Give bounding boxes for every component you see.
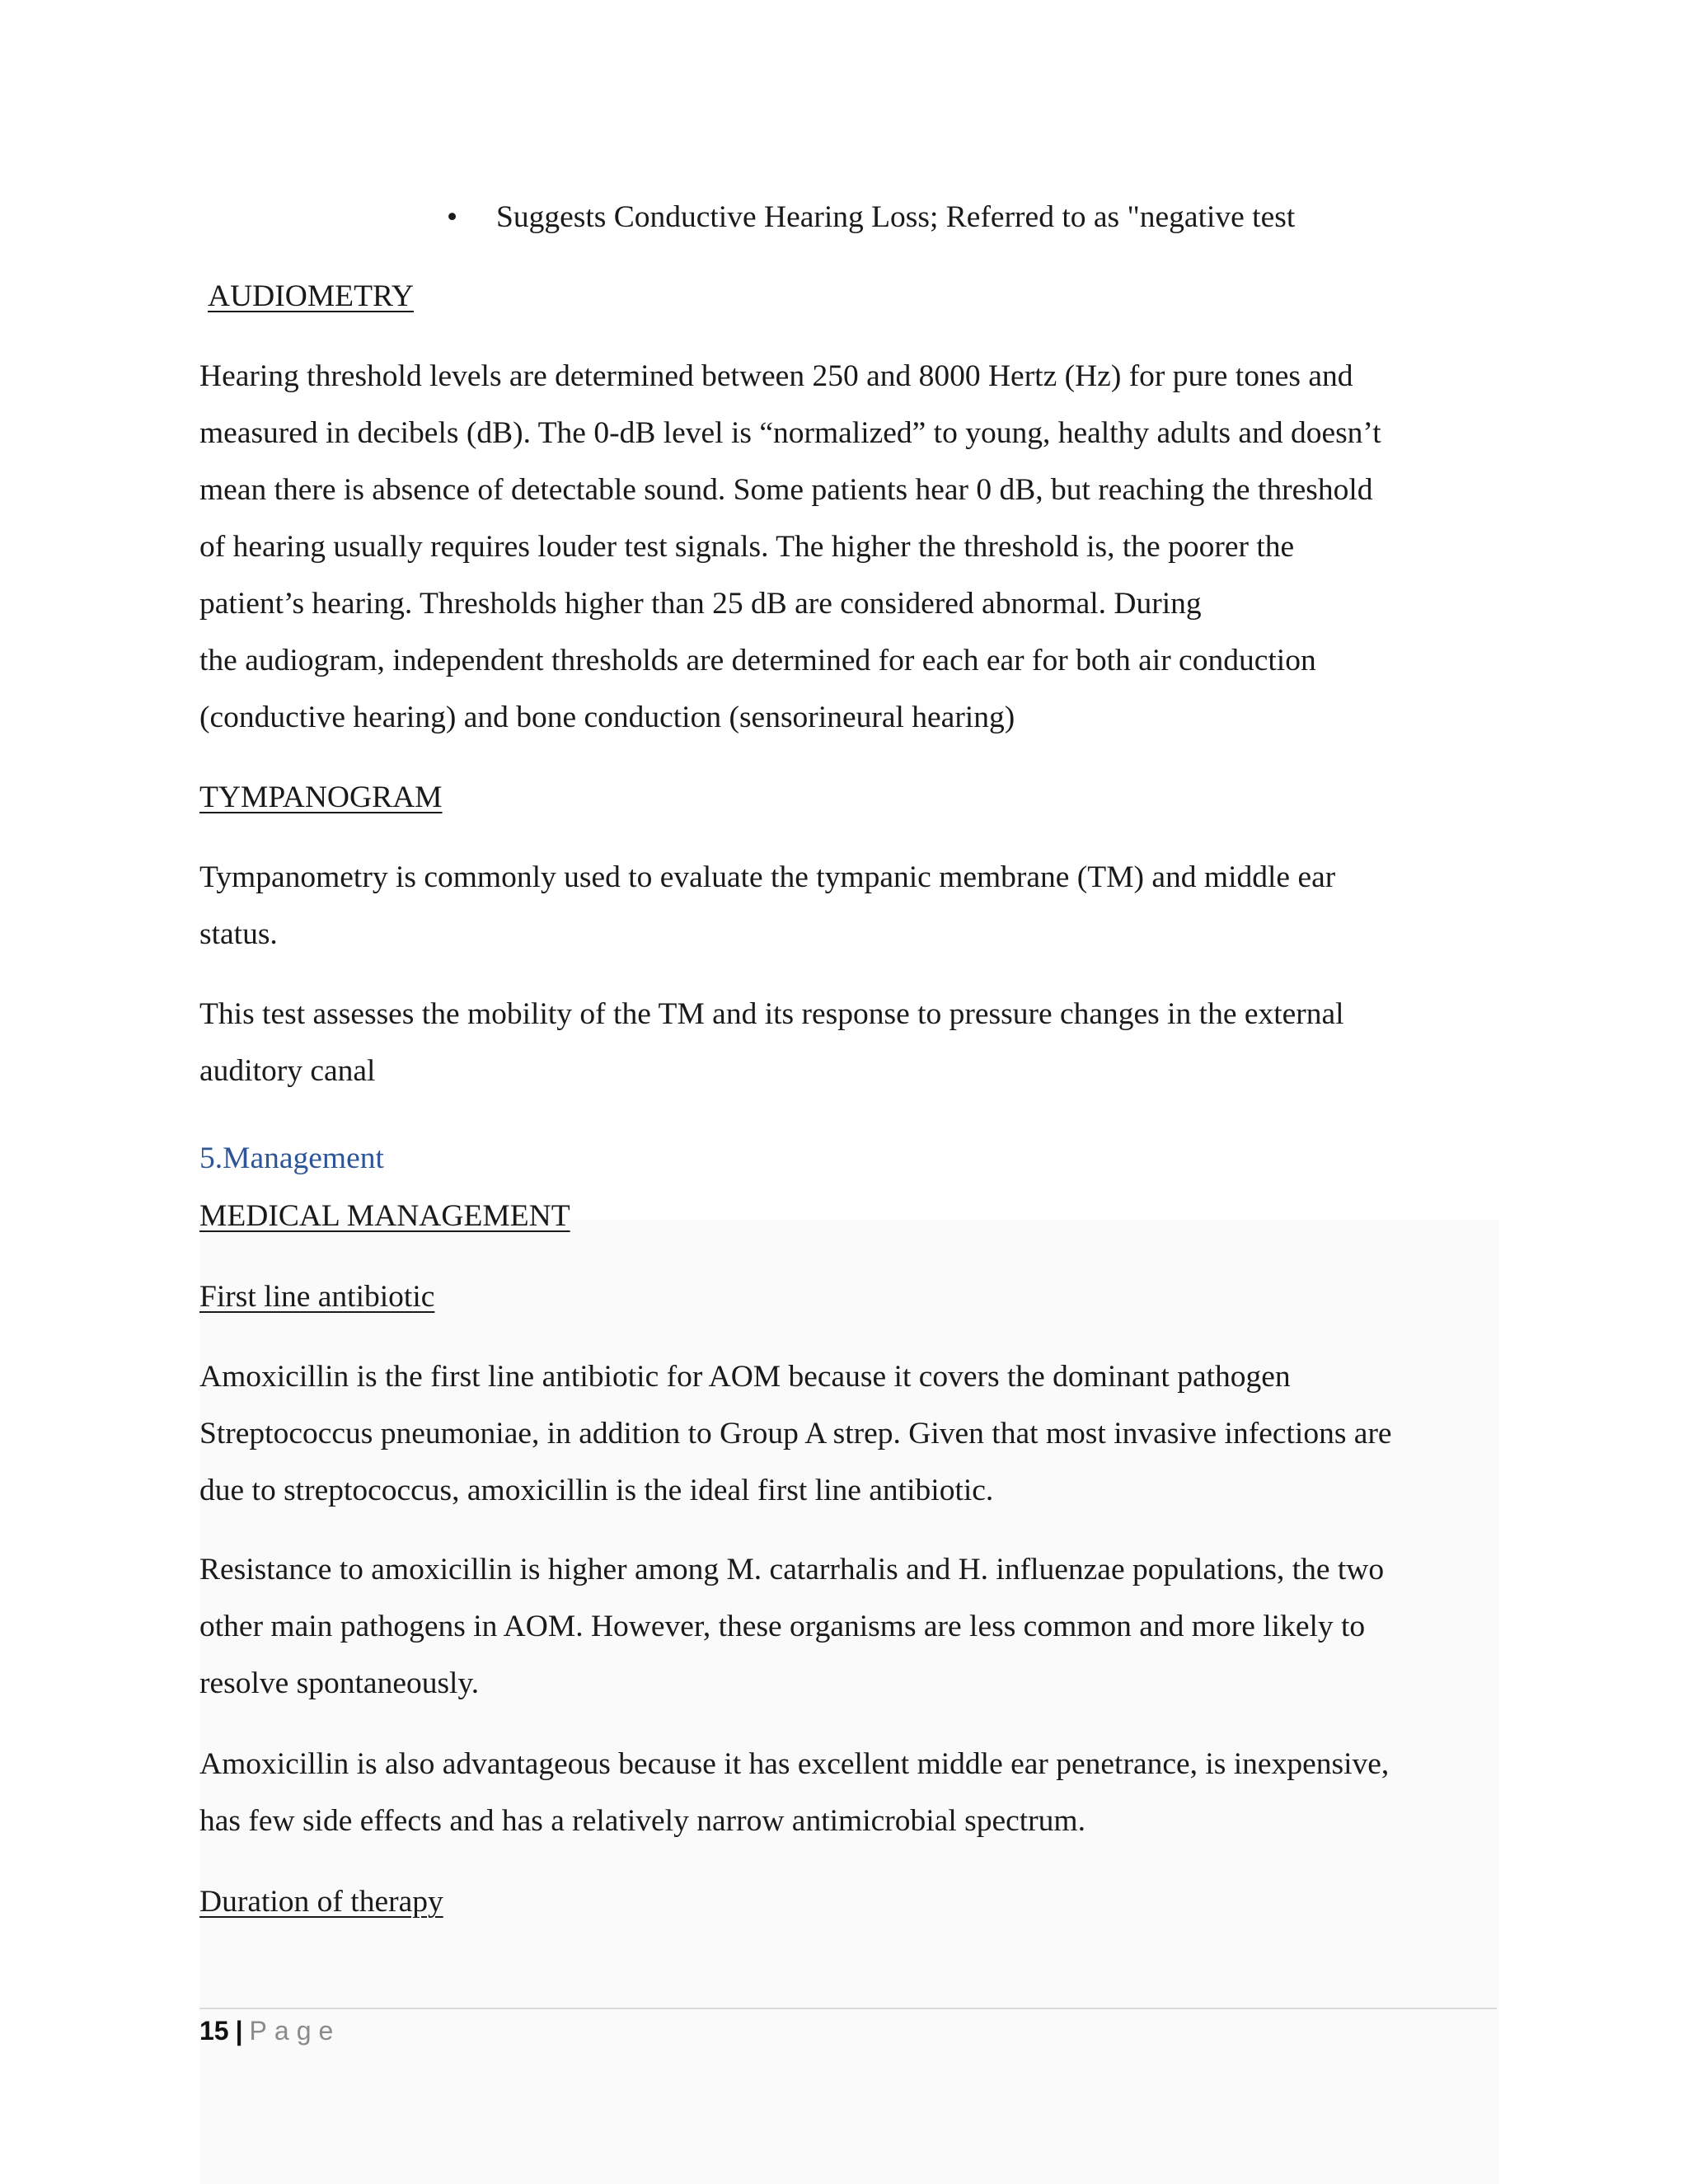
first-line-antibiotic-heading: First line antibiotic xyxy=(199,1280,435,1314)
footer-divider xyxy=(199,2008,1497,2009)
first-line-paragraph-1: Amoxicillin is the first line antibiotic for AOM because it covers the dominant pathogen Streptococcus pneumoniae, in addition to Group A strep. Given that most invasive infections are due to streptococcus, amoxicillin is the ideal first line antibiotic. xyxy=(199,1360,1392,1507)
bullet-item xyxy=(447,196,1295,239)
medical-management-heading: MEDICAL MANAGEMENT xyxy=(199,1199,570,1233)
footer-separator: | xyxy=(235,2016,243,2046)
duration-of-therapy-heading: Duration of therapy xyxy=(199,1885,443,1919)
tympanogram-heading: TYMPANOGRAM xyxy=(199,780,443,814)
audiometry-paragraph: Hearing threshold levels are determined between 250 and 8000 Hertz (Hz) for pure tones and measured in decibels (dB). The 0-dB level is “normalized” to young, healthy adults and doesn’t mean there is absence of detectable sound. Some patients hear 0 dB, but reaching the threshold of hearing usually requires louder test signals. The higher the threshold is, the poorer the patient’s hearing. Thresholds higher than 25 dB are considered abnormal. During the audiogram, independent thresholds are determined for each ear for both air conduction (conductive hearing) and bone conduction (sensorineural hearing) xyxy=(199,359,1381,734)
tympanogram-paragraph-1: Tympanometry is commonly used to evaluate the tympanic membrane (TM) and middle ear status. xyxy=(199,860,1336,951)
page-number: 15 xyxy=(199,2016,229,2046)
first-line-paragraph-3: Amoxicillin is also advantageous because it has excellent middle ear penetrance, is inexpensive, has few side effects and has a relatively narrow antimicrobial spectrum. xyxy=(199,1747,1390,1838)
first-line-paragraph-2: Resistance to amoxicillin is higher among M. catarrhalis and H. influenzae populations, the two other main pathogens in AOM. However, these organisms are less common and more likely to resolve spontaneously. xyxy=(199,1553,1385,1700)
audiometry-heading: AUDIOMETRY xyxy=(208,279,414,313)
management-section-heading: 5.Management xyxy=(199,1141,384,1175)
tympanogram-paragraph-2: This test assesses the mobility of the TM and its response to pressure changes in the external auditory canal xyxy=(199,997,1344,1088)
bullet-text: Suggests Conductive Hearing Loss; Referred to as "negative test xyxy=(496,200,1296,234)
page-label: Page xyxy=(249,2016,341,2046)
bullet-symbol: • xyxy=(447,200,458,234)
page-footer xyxy=(199,2014,340,2047)
